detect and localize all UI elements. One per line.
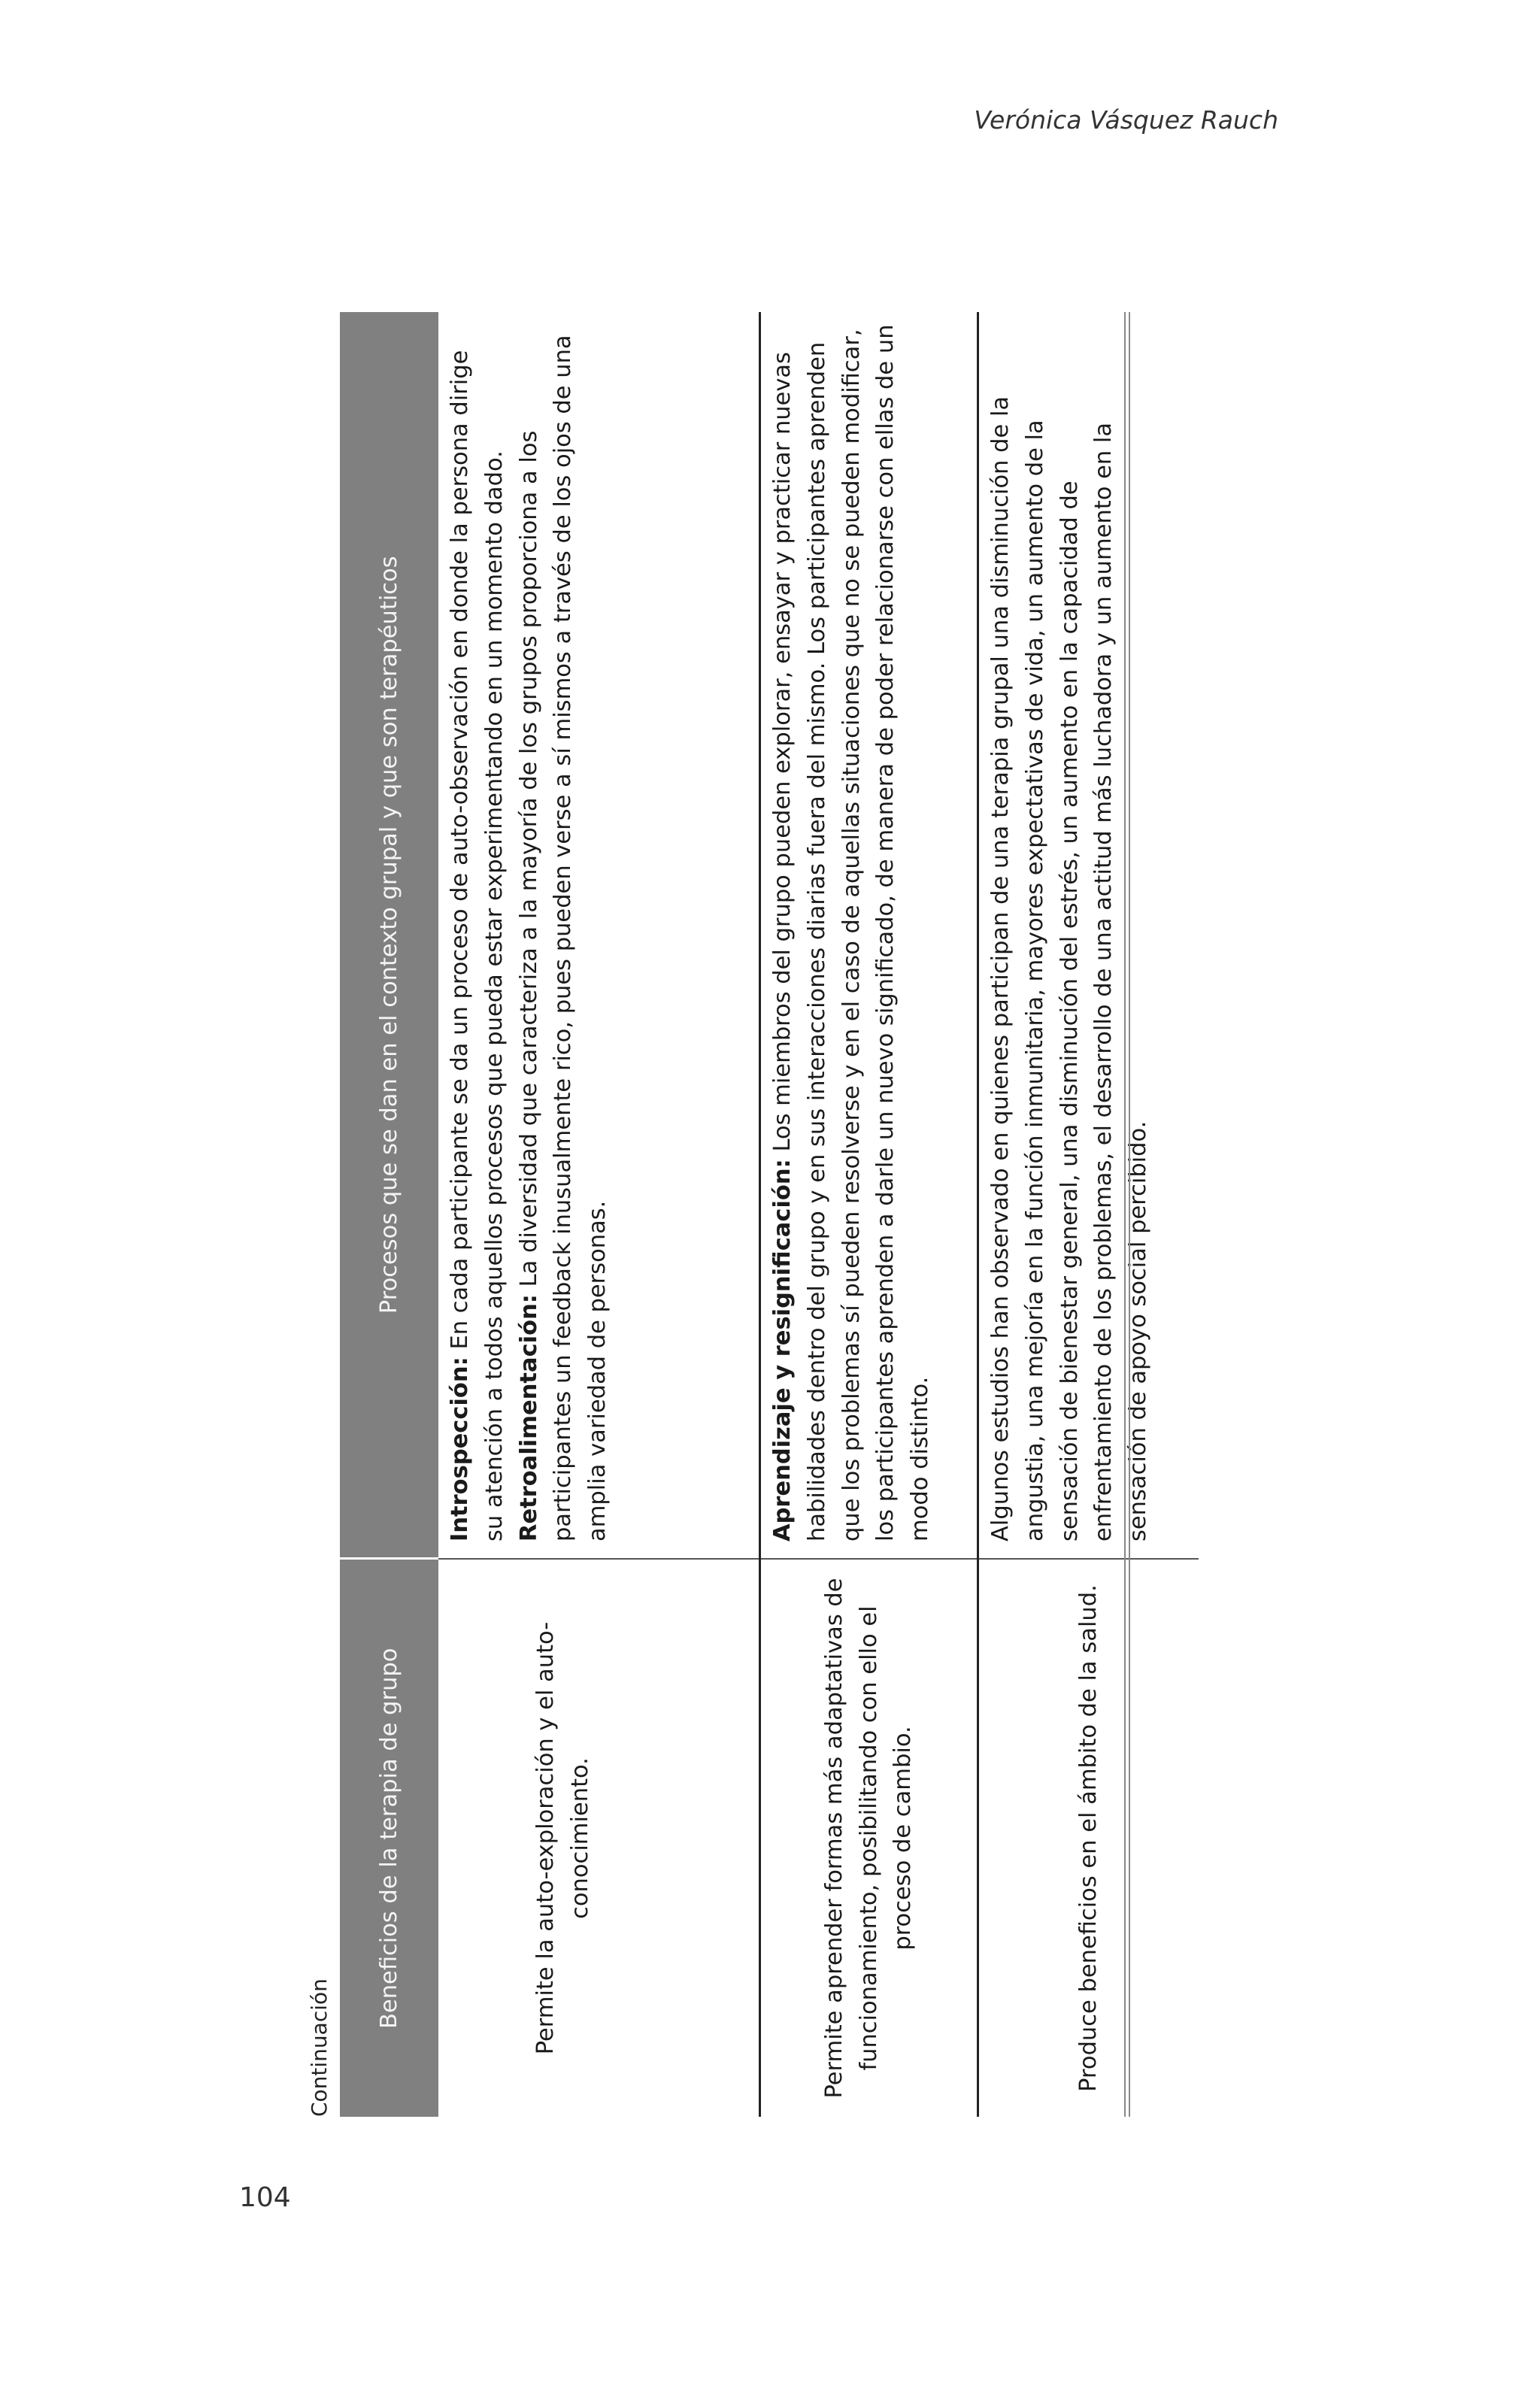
- process-cell: [760, 312, 978, 1559]
- rotated-table-block: [301, 312, 1151, 2117]
- process-text: Los miembros del grupo pueden explorar, ensayar y practicar nuevas habilidades dentro del grupo y en sus interacciones diarias fuera del mismo. Los participantes aprenden que los problemas sí pueden resolverse y en el caso de aquellas situaciones que no se pueden modificar, los participantes aprenden a darle un nuevo significado, de manera de poder relacionarse con ellas de un modo distinto.: [769, 324, 933, 1542]
- process-paragraph: Algunos estudios han observado en quienes participan de una terapia grupal una disminución de la angustia, una mejoría en la función inmunitaria, mayores expectativas de vida, un aumento de la sensación de bienestar general, una disminución del estrés, un aumento en la capacidad de enfrentamiento de los problemas, el desarrollo de una actitud más luchadora y un aumento en la sensación de apoyo social percibido.: [987, 396, 1151, 1542]
- table-caption: Continuación: [307, 1978, 332, 2117]
- process-paragraph: [443, 320, 512, 1542]
- page-number: 104: [239, 2182, 291, 2213]
- benefit-cell: Permite la auto-exploración y el auto-conocimiento.: [438, 1559, 760, 2117]
- header-benefits: Beneficios de la terapia de grupo: [340, 1559, 438, 2117]
- table-row: [760, 312, 978, 2117]
- process-cell: [438, 312, 760, 1559]
- header-processes: Procesos que se dan en el contexto grupal y que son terapéuticos: [340, 312, 438, 1559]
- table-row: [438, 312, 760, 2117]
- running-head: Verónica Vásquez Rauch: [974, 105, 1278, 135]
- table-bottom-rule: [1129, 312, 1130, 2117]
- process-term: Introspección:: [447, 1357, 473, 1542]
- process-paragraph: [765, 320, 938, 1542]
- process-paragraph: [512, 320, 615, 1542]
- benefits-table: [340, 312, 1199, 2117]
- process-term: Aprendizaje y resignificación:: [769, 1159, 796, 1542]
- process-text: La diversidad que caracteriza a la mayoría de los grupos proporciona a los participantes un feedback inusualmente rico, pues pueden verse a sí mismos a través de los ojos de una amplia variedad de personas.: [515, 335, 611, 1542]
- process-cell: [978, 312, 1199, 1559]
- process-term: Retroalimentación:: [515, 1294, 542, 1542]
- table-bottom-rule: [1124, 312, 1126, 2117]
- process-text: En cada participante se da un proceso de auto-observación en donde la persona dirige su atención a todos aquellos procesos que pueda estar experimentando en un momento dado.: [447, 350, 508, 1542]
- table-row: [978, 312, 1199, 2117]
- table-header-row: [340, 312, 438, 2117]
- benefit-cell: Permite aprender formas más adaptativas de funcionamiento, posibilitando con ello el proceso de cambio.: [760, 1559, 978, 2117]
- benefit-cell: Produce beneficios en el ámbito de la salud.: [1075, 1584, 1102, 2092]
